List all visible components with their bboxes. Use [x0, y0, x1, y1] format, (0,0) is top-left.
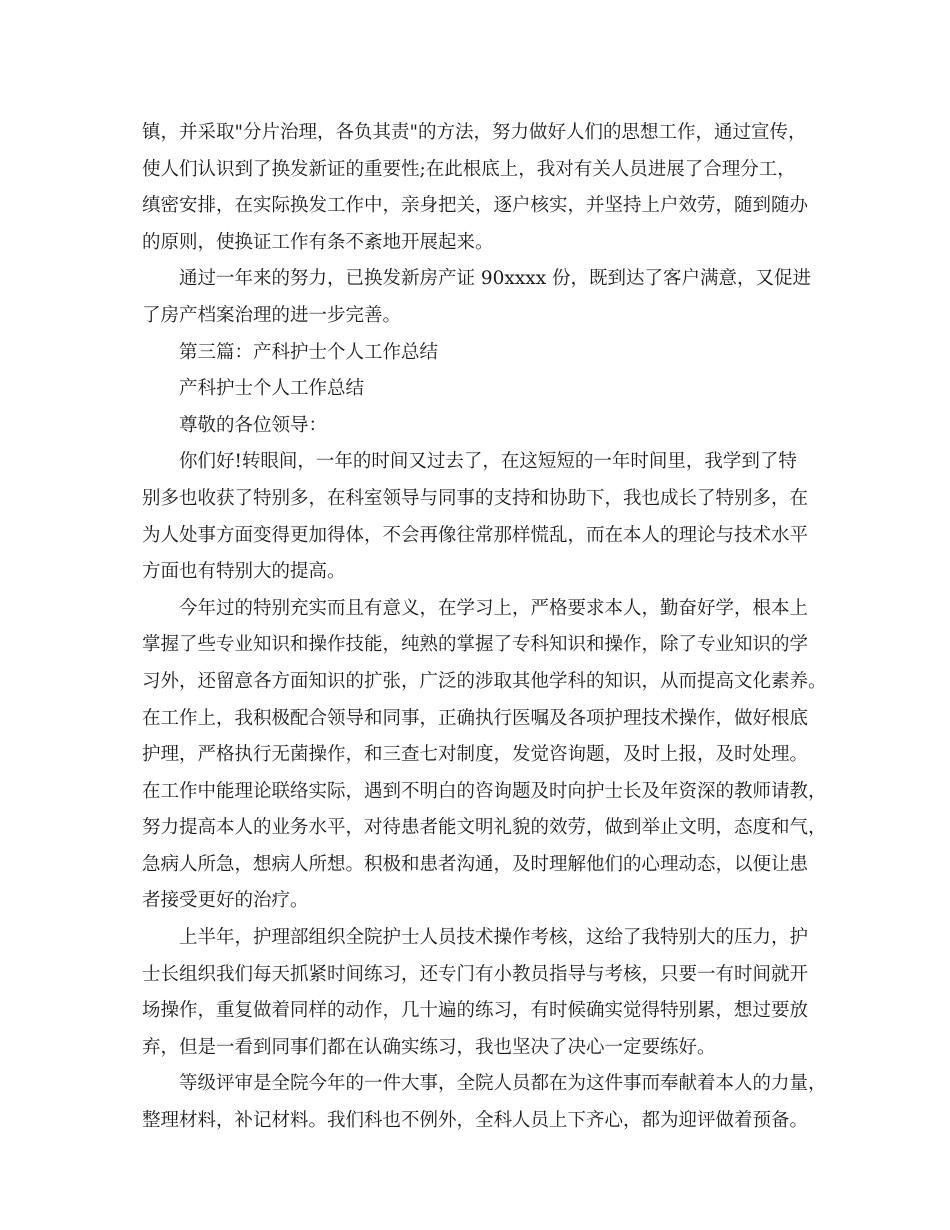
text-line: 弃，但是一看到同事们都在认确实练习，我也坚决了决心一定要练好。: [142, 1036, 716, 1058]
text-line: 尊敬的各位领导：: [179, 414, 328, 436]
text-line: 场操作，重复做着同样的动作，几十遍的练习，有时候确实觉得特别累，想过要放: [142, 1000, 809, 1022]
document-body: [142, 115, 827, 1140]
text-line: 急病人所急，想病人所想。积极和患者沟通，及时理解他们的心理动态，以便让患: [142, 853, 809, 875]
text-line: 别多也收获了特别多，在科室领导与同事的支持和协助下，我也成长了特别多，在: [142, 487, 809, 509]
text-line: 等级评审是全院今年的一件大事，全院人员都在为这件事而奉献着本人的力量，: [179, 1073, 827, 1095]
text-line: 第三篇：产科护士个人工作总结: [179, 341, 439, 363]
text-line: 护理，严格执行无菌操作，和三查七对制度，发觉咨询题，及时上报，及时处理。: [142, 744, 809, 766]
text-line: 努力提高本人的业务水平，对待患者能文明礼貌的效劳，做到举止文明，态度和气，: [142, 817, 827, 839]
text-line: 通过一年来的努力，已换发新房产证 90xxxx 份，既到达了客户满意，又促进: [179, 268, 812, 290]
text-line: 镇，并采取"分片治理，各负其责"的方法，努力做好人们的思想工作，通过宣传，: [142, 122, 807, 143]
text-line: 产科护士个人工作总结: [179, 378, 365, 400]
text-line: 方面也有特别大的提高。: [142, 561, 346, 583]
text-line: 整理材料，补记材料。我们科也不例外，全科人员上下齐心，都为迎评做着预备。: [142, 1110, 809, 1132]
text-line: 在工作中能理论联络实际，遇到不明白的咨询题及时向护士长及年资深的教师请教，: [142, 780, 827, 802]
text-line: 的原则，使换证工作有条不紊地开展起来。: [142, 231, 494, 253]
text-line: 使人们认识到了换发新证的重要性;在此根底上，我对有关人员进展了合理分工，: [142, 158, 796, 180]
text-line: 士长组织我们每天抓紧时间练习，还专门有小教员指导与考核，只要一有时间就开: [142, 963, 809, 985]
text-line: 为人处事方面变得更加得体，不会再像往常那样慌乱，而在本人的理论与技术水平: [142, 524, 809, 546]
text-line: 了房产档案治理的进一步完善。: [142, 304, 402, 326]
text-line: 你们好!转眼间，一年的时间又过去了，在这短短的一年时间里，我学到了特: [179, 451, 797, 473]
text-line: 缜密安排，在实际换发工作中，亲身把关，逐户核实，并坚持上户效劳，随到随办: [142, 195, 809, 217]
text-line: 者接受更好的治疗。: [142, 890, 309, 912]
text-line: 习外，还留意各方面知识的扩张，广泛的涉取其他学科的知识，从而提高文化素养。: [142, 670, 827, 692]
text-line: 在工作上，我积极配合领导和同事，正确执行医嘱及各项护理技术操作，做好根底: [142, 707, 809, 729]
text-line: 今年过的特别充实而且有意义，在学习上，严格要求本人，勤奋好学，根本上: [179, 597, 809, 619]
text-line: 上半年，护理部组织全院护士人员技术操作考核，这给了我特别大的压力，护: [179, 927, 809, 949]
text-line: 掌握了些专业知识和操作技能，纯熟的掌握了专科知识和操作，除了专业知识的学: [142, 634, 809, 656]
